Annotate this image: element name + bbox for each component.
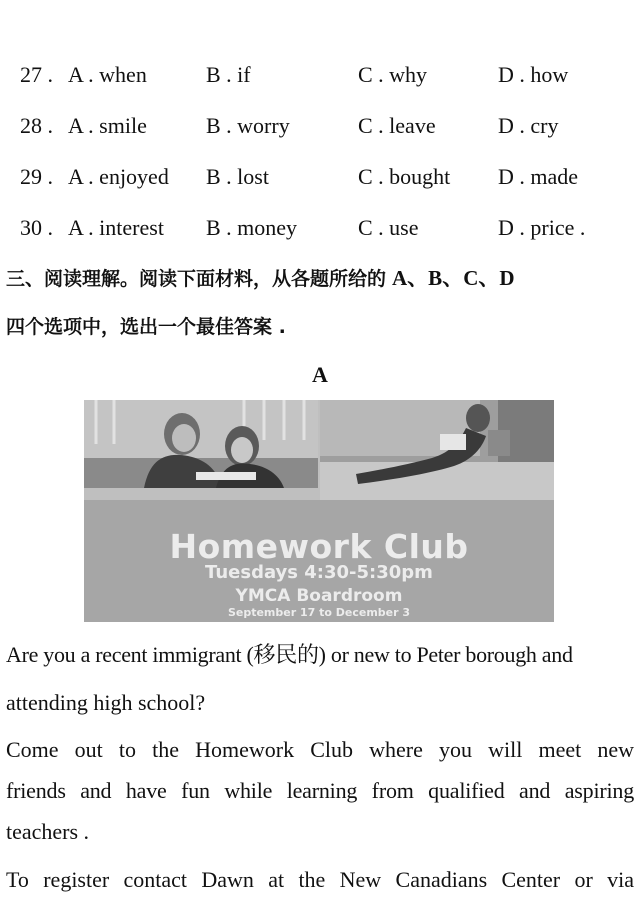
question-number: 28 .	[20, 113, 53, 138]
homework-club-poster	[84, 400, 554, 622]
option-a: A . smile	[68, 113, 147, 138]
poster-time: Tuesdays 4:30-5:30pm	[205, 562, 433, 583]
question-row-27	[0, 60, 640, 90]
option-c: C . why	[358, 62, 428, 87]
section-heading-line1	[6, 265, 636, 292]
question-number: 27 .	[20, 62, 53, 87]
option-b: B . lost	[206, 164, 269, 189]
paragraph-2-line-3: teachers .	[6, 819, 90, 844]
paragraph-1-line-2: attending high school?	[6, 690, 206, 715]
option-b: B . if	[206, 62, 251, 87]
question-row-28	[0, 111, 640, 141]
section-heading-options: A、B、C、D	[392, 266, 515, 290]
question-row-30	[0, 213, 640, 243]
section-heading-text: 三、阅读理解。阅读下面材料，从各题所给的	[6, 268, 387, 290]
poster-place: YMCA Boardroom	[235, 586, 403, 606]
poster-photo-students	[84, 400, 318, 488]
question-number: 29 .	[20, 164, 53, 189]
question-number: 30 .	[20, 215, 53, 240]
option-b: B . worry	[206, 113, 290, 138]
option-c: C . bought	[358, 164, 451, 189]
poster-title: Homework Club	[169, 527, 469, 566]
passage-label: A	[312, 362, 328, 387]
option-d: D . made	[498, 164, 579, 189]
question-row-29	[0, 162, 640, 192]
option-d: D . price .	[498, 215, 586, 240]
option-d: D . cry	[498, 113, 559, 138]
option-d: D . how	[498, 62, 569, 87]
paragraph-1-line-1: Are you a recent immigrant (移民的) or new to Peter borough and	[6, 642, 573, 667]
paragraph-2-line-2: friends and have fun while learning from qualified and aspiring	[6, 778, 634, 803]
option-c: C . leave	[358, 113, 436, 138]
paragraph-3-line-1: To register contact Dawn at the New Canadians Center or via	[6, 867, 634, 892]
section-heading-line2: 四个选项中，选出一个最佳答案 .	[6, 316, 286, 338]
option-a: A . enjoyed	[68, 164, 169, 189]
option-b: B . money	[206, 215, 298, 240]
poster-dates: September 17 to December 3	[227, 606, 411, 619]
poster-photo-reading	[320, 400, 554, 500]
paragraph-2-line-1: Come out to the Homework Club where you will meet new	[6, 737, 634, 762]
option-a: A . interest	[68, 215, 164, 240]
option-a: A . when	[68, 62, 147, 87]
option-c: C . use	[358, 215, 419, 240]
